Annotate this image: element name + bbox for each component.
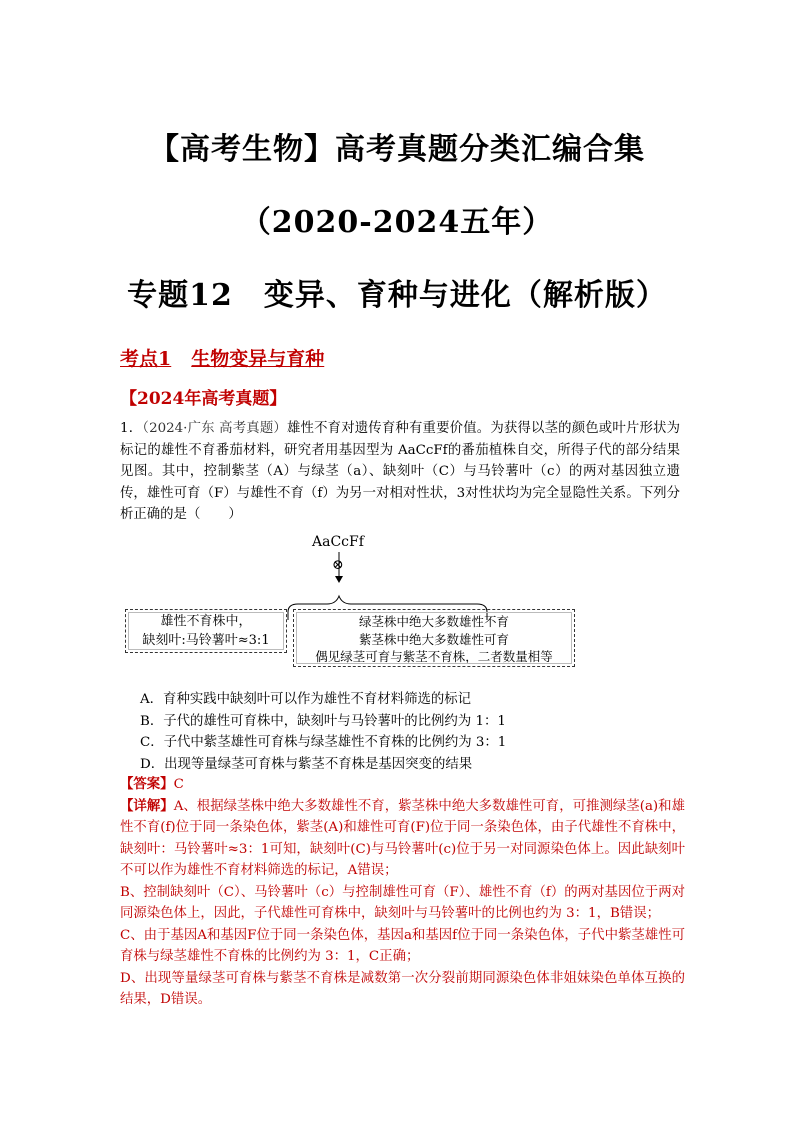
year-heading: 【2024年高考真题】 <box>120 389 287 409</box>
section-heading <box>120 344 324 371</box>
result-box-left <box>125 609 287 653</box>
detail-b: B、控制缺刻叶（C）、马铃薯叶（c）与控制雄性可育（F）、雄性不育（f）的两对基因位于两对同源染色体上，因此，子代雄性可育株中，缺刻叶与马铃薯叶的比例也约为 3：1，B错误； <box>120 884 685 921</box>
result-box-right-line: 绿茎株中绝大多数雄性不育 <box>358 614 509 629</box>
answer-block <box>120 774 685 1011</box>
document-title: 【高考生物】高考真题分类汇编合集 <box>149 132 645 167</box>
option-d: D．出现等量绿茎可育株与紫茎不育株是基因突变的结果 <box>140 756 473 772</box>
question-1 <box>120 418 680 526</box>
selfing-symbol: ⊗ <box>332 557 344 573</box>
question-number: 1． <box>120 421 143 436</box>
result-box-right <box>293 609 575 667</box>
question-source: （2024·广东 高考真题） <box>142 421 287 436</box>
document-subtitle-years: （2020-2024五年） <box>240 205 554 240</box>
result-box-left-line: 雄性不育株中， <box>160 614 252 629</box>
detail-a: A、根据绿茎株中绝大多数雄性不育，紫茎株中绝大多数雄性可育，可推测绿茎(a)和雄性不育(f)位于同一条染色体，紫茎(A)和雄性可育(F)位于同一条染色体，由子代雄性不育株中，缺刻叶：马铃薯叶≈3：1可知，缺刻叶(C)与马铃薯叶(c)位于另一对同源染色体上。因此缺刻叶不可以作为雄性不育材料筛选的标记，A错误； <box>120 798 685 878</box>
cross-diagram <box>122 532 582 672</box>
detail-c: C、由于基因A和基因F位于同一条染色体，基因a和基因f位于同一条染色体，子代中紫茎雄性可育株与绿茎雄性不育株的比例约为 3：1，C正确； <box>120 927 685 964</box>
result-box-left-line: 缺刻叶:马铃薯叶≈3:1 <box>142 633 270 648</box>
answer-options <box>140 689 506 775</box>
section-name: 生物变异与育种 <box>191 348 325 370</box>
result-box-right-line: 偶见绿茎可育与紫茎不育株，二者数量相等 <box>315 649 553 664</box>
answer-line <box>120 774 685 796</box>
question-stem: 雄性不育对遗传育种有重要价值。为获得以茎的颜色或叶片形状为标记的雄性不育番茄材料，研究者用基因型为 AaCcFf的番茄植株自交，所得子代的部分结果见图。其中，控制紫茎（A）与绿茎（a）、缺刻叶（C）与马铃薯叶（c）的两对基因独立遗传，雄性可育（F）与雄性不育（f）为另一对相对性状，3对性状均为完全显隐性关系。下列分析正确的是（ <box>120 421 680 522</box>
option-a: A．育种实践中缺刻叶可以作为雄性不育材料筛选的标记 <box>140 692 472 707</box>
section-label: 考点1 <box>120 348 172 370</box>
detail-label: 【详解】 <box>120 797 174 814</box>
detail-d: D、出现等量绿茎可育株与紫茎不育株是减数第一次分裂前期同源染色体非姐妹染色单体互换的结果，D错误。 <box>120 970 685 1007</box>
answer-label: 【答案】 <box>120 776 174 792</box>
topic-title: 专题12 变异、育种与进化（解析版） <box>127 278 667 313</box>
question-stem-close: ） <box>228 507 242 522</box>
option-c: C．子代中紫茎雄性可育株与绿茎雄性不育株的比例约为 3：1 <box>140 735 507 750</box>
answer-value: C <box>173 777 184 792</box>
parent-genotype: AaCcFf <box>312 534 364 550</box>
option-b: B．子代的雄性可育株中，缺刻叶与马铃薯叶的比例约为 1：1 <box>140 713 506 729</box>
result-box-right-line: 紫茎株中绝大多数雄性可育 <box>358 631 509 647</box>
detail-paragraph <box>120 796 685 882</box>
